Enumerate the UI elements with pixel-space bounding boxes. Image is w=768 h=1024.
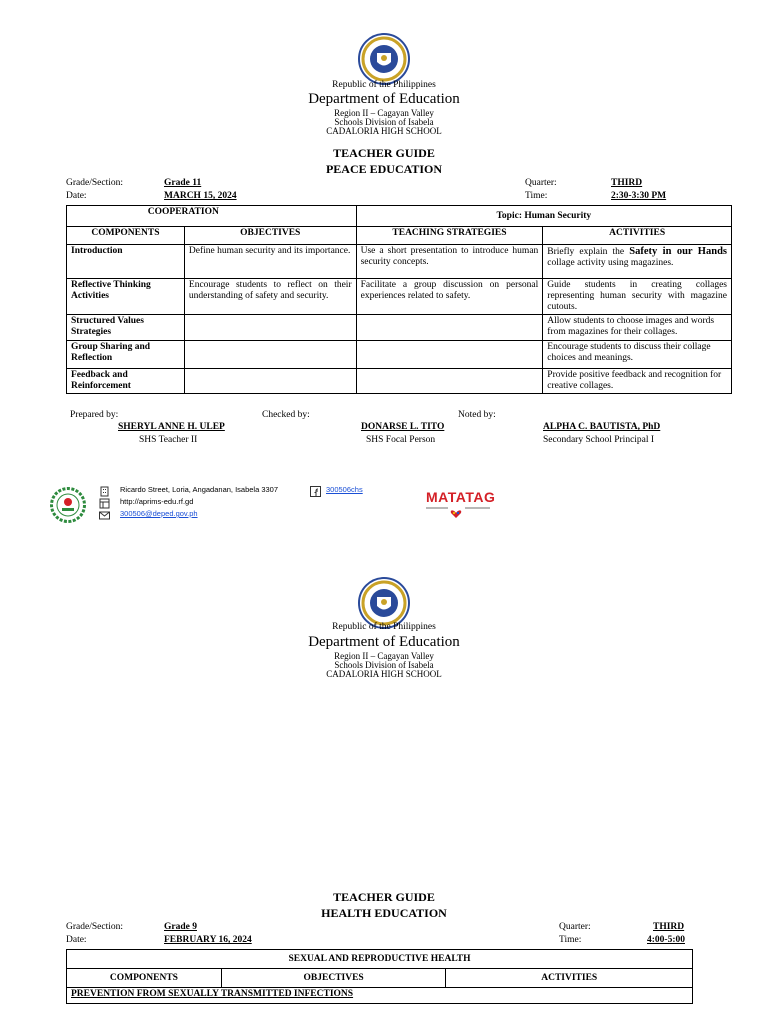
deped-seal (358, 33, 410, 85)
republic-text: Republic of the Philippines (332, 622, 436, 632)
objective-cell (184, 315, 356, 341)
section-heading: PREVENTION FROM SEXUALLY TRANSMITTED INFECTIONS (67, 988, 693, 1004)
strategy-cell: Facilitate a group discussion on personal experiences related to safety. (356, 279, 543, 315)
lesson-table (66, 949, 693, 1004)
address-text: Ricardo Street, Loria, Angadanan, Isabela 3307 (120, 485, 279, 494)
table-row (67, 279, 732, 315)
table-theme-row (67, 206, 732, 227)
tagline-bar (426, 507, 448, 509)
header-components: COMPONENTS (67, 227, 185, 245)
facebook-icon (310, 484, 321, 495)
grade-label: Grade/Section: (66, 922, 123, 932)
header-components: COMPONENTS (67, 969, 222, 988)
prepared-label: Prepared by: (70, 410, 119, 420)
checked-role: SHS Focal Person (366, 435, 436, 445)
date-value: MARCH 15, 2024 (164, 191, 237, 201)
tagline-bar (465, 507, 490, 509)
activity-emphasis: Safety in our Hands (629, 246, 727, 257)
grade-value: Grade 11 (164, 178, 202, 188)
noted-role: Secondary School Principal I (543, 435, 655, 445)
strategy-cell: Use a short presentation to introduce human security concepts. (356, 245, 543, 279)
school-name: CADALORIA HIGH SCHOOL (326, 126, 442, 136)
activity-cell: Allow students to choose images and words from magazines for their collages. (543, 315, 732, 341)
table-row (67, 369, 732, 394)
quarter-label: Quarter: (559, 922, 591, 932)
quarter-value: THIRD (611, 178, 643, 188)
theme-cell: COOPERATION (67, 206, 357, 227)
email-link[interactable]: 300506@deped.gov.ph (120, 509, 198, 518)
heart-icon (449, 505, 463, 513)
activity-cell: Guide students in creating collages representing human security with magazine cutouts. (543, 279, 732, 315)
checked-label: Checked by: (262, 410, 310, 420)
objective-cell: Encourage students to reflect on their understanding of safety and security. (184, 279, 356, 315)
quarter-label: Quarter: (525, 178, 557, 188)
guide-title: TEACHER GUIDE (333, 890, 435, 904)
table-theme-row (67, 950, 693, 969)
activity-cell: Provide positive feedback and recognition for creative collages. (543, 369, 732, 394)
activity-text: Briefly explain the (547, 247, 630, 257)
noted-name: ALPHA C. BAUTISTA, PhD (543, 422, 661, 432)
prepared-name: SHERYL ANNE H. ULEP (118, 422, 225, 432)
region-text: Region II – Cagayan Valley (334, 108, 434, 118)
component-cell: Reflective Thinking Activities (67, 279, 185, 315)
time-value: 4:00-5:00 (647, 935, 685, 945)
objective-cell (184, 369, 356, 394)
theme-cell: SEXUAL AND REPRODUCTIVE HEALTH (67, 950, 693, 969)
school-name: CADALORIA HIGH SCHOOL (326, 669, 442, 679)
guide-subject: PEACE EDUCATION (325, 162, 443, 176)
division-text: Schools Division of Isabela (334, 117, 434, 127)
objective-cell: Define human security and its importance. (184, 245, 356, 279)
department-title: Department of Education (308, 634, 460, 650)
time-label: Time: (559, 935, 582, 945)
grade-value: Grade 9 (164, 922, 197, 932)
header-activities: ACTIVITIES (446, 969, 693, 988)
activity-cell (543, 245, 732, 279)
building-icon (99, 484, 110, 495)
table-header-row (67, 969, 693, 988)
date-value: FEBRUARY 16, 2024 (164, 935, 252, 945)
time-value: 2:30-3:30 PM (611, 191, 667, 201)
table-header-row (67, 227, 732, 245)
component-cell: Feedback and Reinforcement (67, 369, 185, 394)
date-label: Date: (66, 191, 87, 201)
lesson-table (66, 205, 732, 394)
activity-text: collage activity using magazines. (547, 258, 674, 268)
component-cell: Introduction (67, 245, 185, 279)
header-objectives: OBJECTIVES (221, 969, 446, 988)
strategy-cell (356, 315, 543, 341)
component-cell: Group Sharing and Reflection (67, 341, 185, 369)
table-row (67, 315, 732, 341)
department-title: Department of Education (308, 91, 460, 107)
table-row (67, 988, 693, 1004)
guide-subject: HEALTH EDUCATION (321, 906, 447, 920)
division-text: Schools Division of Isabela (334, 660, 434, 670)
header-objectives: OBJECTIVES (184, 227, 356, 245)
table-row (67, 245, 732, 279)
prepared-role: SHS Teacher II (139, 435, 198, 445)
facebook-link[interactable]: 300506chs (326, 485, 363, 494)
activity-cell: Encourage students to discuss their collage choices and meanings. (543, 341, 732, 369)
table-row (67, 341, 732, 369)
time-label: Time: (525, 191, 548, 201)
website-text: http://aprims-edu.rf.gd (120, 497, 194, 506)
strategy-cell (356, 341, 543, 369)
matatag-logo: MATATAG (426, 489, 496, 505)
header-activities: ACTIVITIES (543, 227, 732, 245)
component-cell: Structured Values Strategies (67, 315, 185, 341)
web-icon (99, 496, 110, 507)
date-label: Date: (66, 935, 87, 945)
school-logo (50, 487, 86, 523)
mail-icon (99, 508, 110, 519)
quarter-value: THIRD (653, 922, 685, 932)
strategy-cell (356, 369, 543, 394)
topic-cell: Topic: Human Security (356, 206, 731, 227)
grade-label: Grade/Section: (66, 178, 123, 188)
republic-text: Republic of the Philippines (332, 80, 436, 90)
objective-cell (184, 341, 356, 369)
header-strategies: TEACHING STRATEGIES (356, 227, 543, 245)
region-text: Region II – Cagayan Valley (334, 651, 434, 661)
noted-label: Noted by: (458, 410, 496, 420)
checked-name: DONARSE L. TITO (361, 422, 445, 432)
guide-title: TEACHER GUIDE (333, 146, 435, 160)
